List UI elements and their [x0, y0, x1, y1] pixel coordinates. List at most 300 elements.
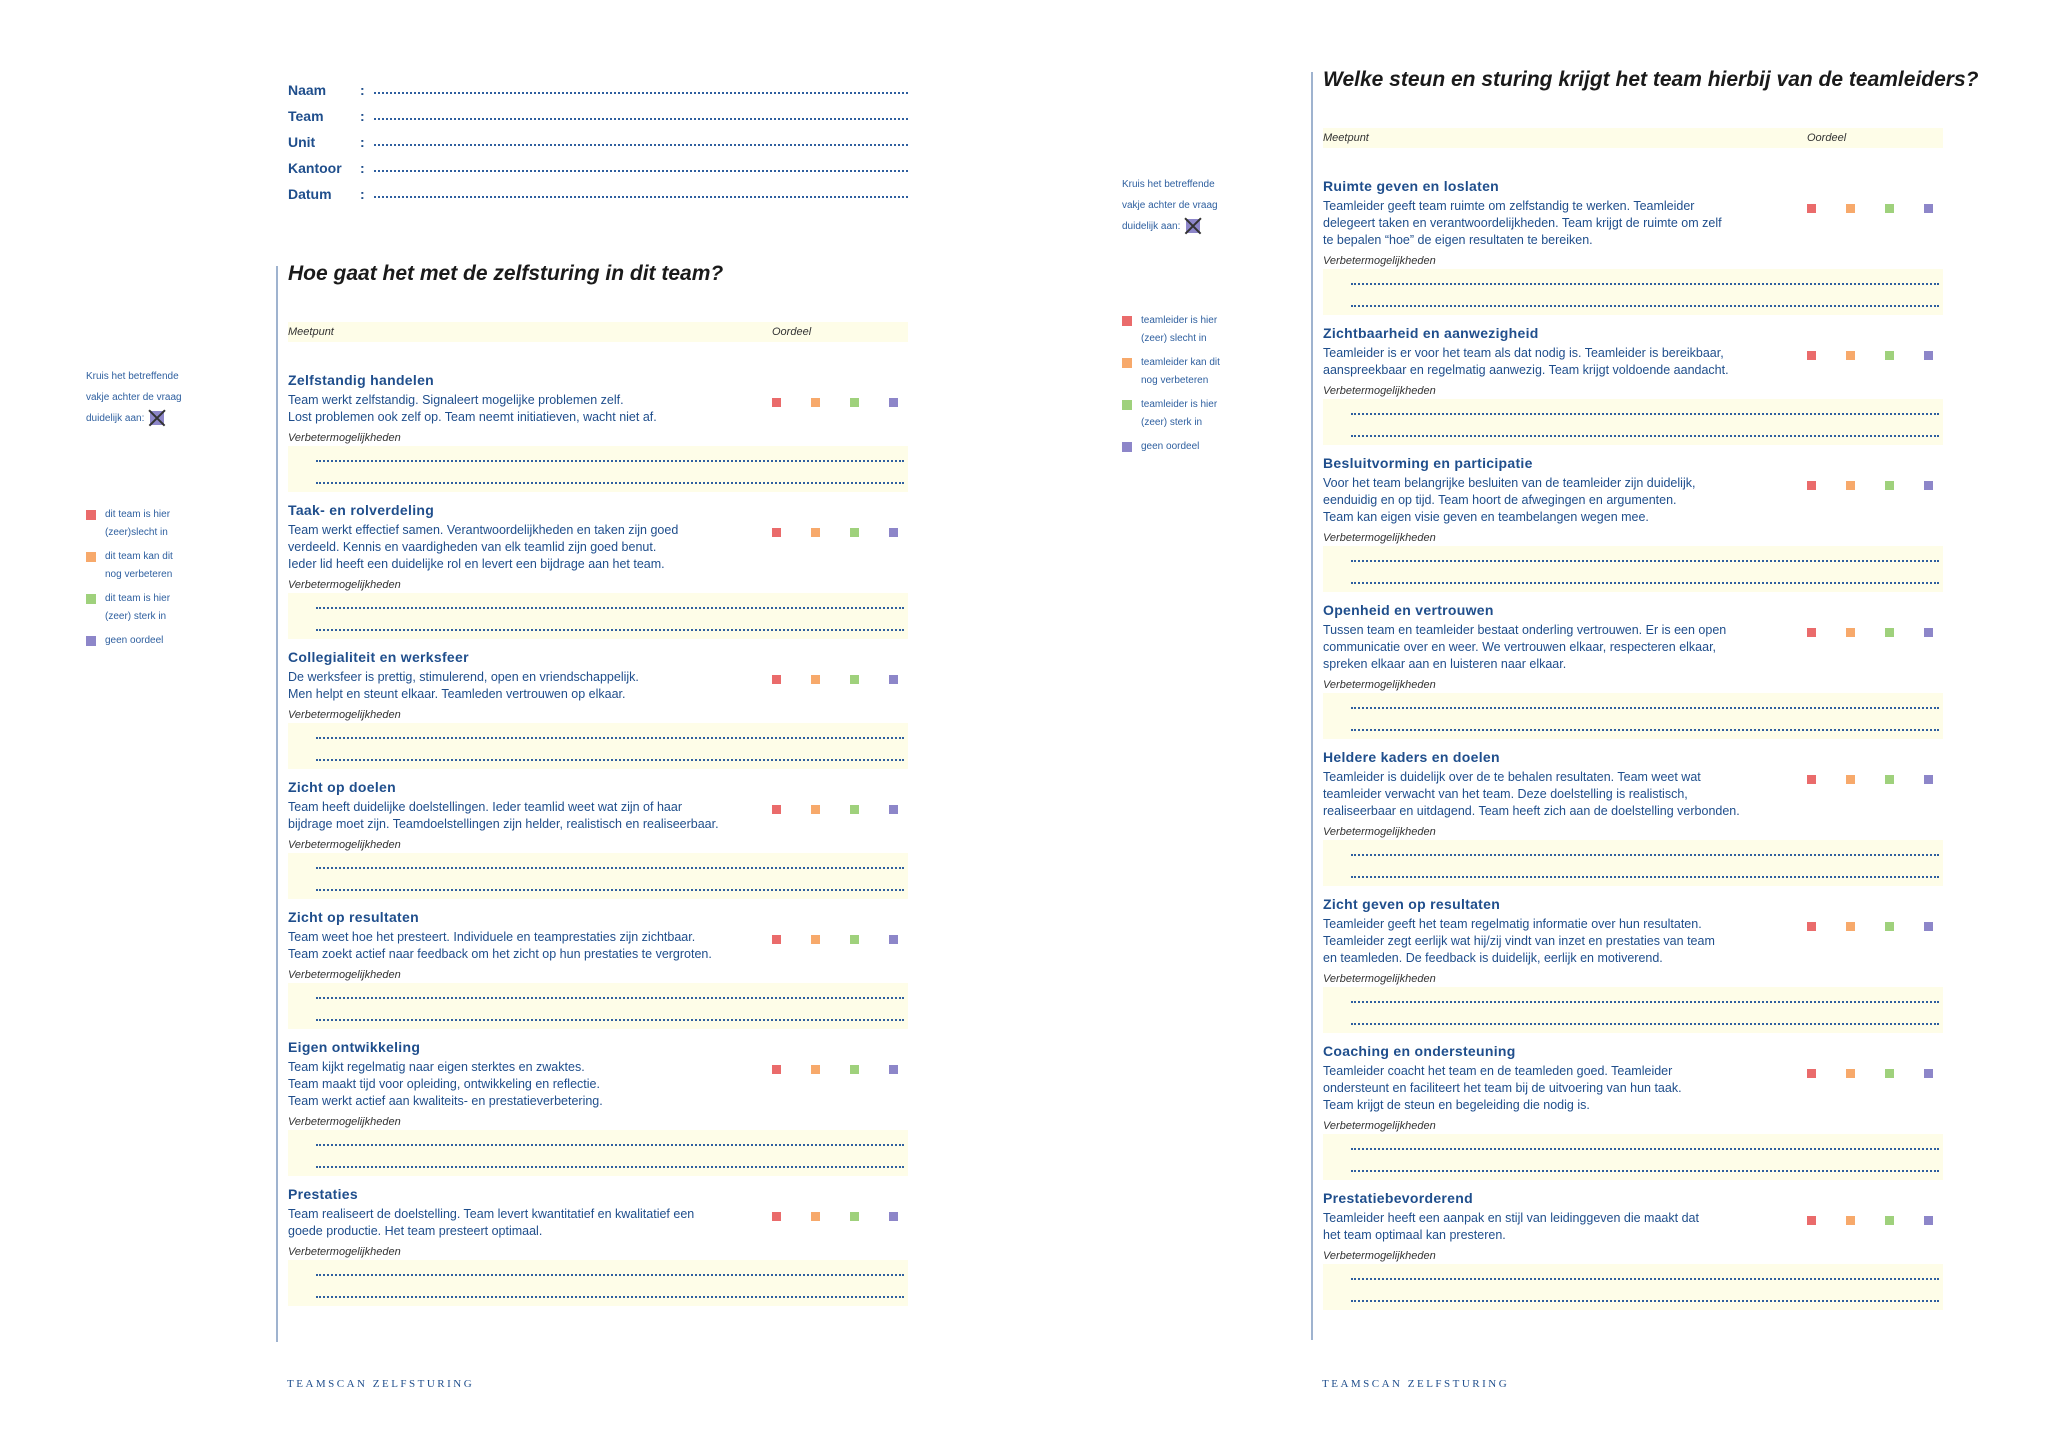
header-fields	[288, 72, 908, 202]
right-footer: TEAMSCAN ZELFSTURING	[1322, 1378, 1510, 1390]
description-line: communicatie over en weer. We vertrouwen elkaar, respecteren elkaar,	[1323, 640, 1717, 654]
left-margin-line	[276, 266, 278, 1342]
dotted-line	[1351, 1148, 1939, 1150]
verbetermogelijkheden-label: Verbetermogelijkheden	[288, 709, 401, 721]
legend-square-icon	[1122, 358, 1132, 368]
rating-improve-checkbox[interactable]	[811, 1065, 820, 1074]
rating-bad-checkbox[interactable]	[1807, 1069, 1816, 1078]
field-colon: :	[360, 82, 365, 98]
rating-good-checkbox[interactable]	[1885, 481, 1894, 490]
left-item	[288, 372, 908, 492]
field-row-datum	[288, 176, 908, 202]
description-line: Teamleider geeft team ruimte om zelfstandig te werken. Teamleider	[1323, 199, 1695, 213]
left-hint-line	[86, 387, 206, 408]
dotted-line	[316, 737, 904, 739]
description-line: het team optimaal kan presteren.	[1323, 1228, 1506, 1242]
rating-none-checkbox[interactable]	[1924, 351, 1933, 360]
legend-line1: teamleider is hier	[1141, 315, 1218, 326]
description-line: Teamleider is duidelijk over de te behalen resultaten. Team weet wat	[1323, 770, 1701, 784]
rating-good-checkbox[interactable]	[850, 1212, 859, 1221]
dotted-line	[316, 1166, 904, 1168]
field-colon: :	[360, 108, 365, 124]
description-line: teamleider verwacht van het team. Deze doelstelling is realistisch,	[1323, 787, 1688, 801]
item-body	[1323, 622, 1943, 673]
rating-options	[772, 392, 908, 426]
dotted-line	[1351, 1278, 1939, 1280]
verbetermogelijkheden-label: Verbetermogelijkheden	[1323, 1120, 1436, 1132]
team-input-line[interactable]	[374, 108, 908, 120]
item-body	[288, 799, 908, 833]
legend-line2: (zeer) sterk in	[1141, 417, 1203, 428]
rating-improve-checkbox[interactable]	[1846, 481, 1855, 490]
legend-line1: geen oordeel	[105, 635, 164, 646]
rating-improve-checkbox[interactable]	[811, 528, 820, 537]
rating-bad-checkbox[interactable]	[772, 675, 781, 684]
rating-bad-checkbox[interactable]	[1807, 351, 1816, 360]
left-hint-line	[86, 366, 206, 387]
description-line: Team zoekt actief naar feedback om het zicht op hun prestaties te vergroten.	[288, 947, 712, 961]
verbetermogelijkheden-label: Verbetermogelijkheden	[288, 432, 401, 444]
left-hint-line	[86, 408, 206, 429]
dotted-line	[1351, 1170, 1939, 1172]
description-line: Teamleider heeft een aanpak en stijl van leidinggeven die maakt dat	[1323, 1211, 1699, 1225]
rating-options	[1807, 1210, 1943, 1244]
rating-none-checkbox[interactable]	[1924, 481, 1933, 490]
right-item	[1323, 1190, 1943, 1310]
dotted-line	[316, 997, 904, 999]
item-body	[1323, 1063, 1943, 1114]
right-legend-item	[1122, 396, 1242, 432]
verbetermogelijkheden-label: Verbetermogelijkheden	[1323, 973, 1436, 985]
description-line: spreken elkaar aan en luisteren naar elkaar.	[1323, 657, 1567, 671]
rating-improve-checkbox[interactable]	[1846, 204, 1855, 213]
dotted-line	[316, 867, 904, 869]
description-line: Lost problemen ook zelf op. Team neemt initiatieven, wacht niet af.	[288, 410, 657, 424]
field-label: Unit	[288, 134, 316, 150]
rating-bad-checkbox[interactable]	[1807, 204, 1816, 213]
rating-good-checkbox[interactable]	[850, 935, 859, 944]
field-label: Team	[288, 108, 324, 124]
field-label: Kantoor	[288, 160, 342, 176]
right-item	[1323, 749, 1943, 886]
verbetermogelijkheden-input[interactable]	[288, 853, 908, 899]
dotted-line	[1351, 283, 1939, 285]
item-title: Taak- en rolverdeling	[288, 502, 435, 518]
verbetermogelijkheden-label: Verbetermogelijkheden	[288, 1246, 401, 1258]
description-line: ondersteunt en faciliteert het team bij de uitvoering van hun taak.	[1323, 1081, 1682, 1095]
dotted-line	[1351, 1300, 1939, 1302]
description-line: verdeeld. Kennis en vaardigheden van elk teamlid zijn goed benut.	[288, 540, 657, 554]
left-legend-item	[86, 632, 206, 650]
crossed-box-icon	[1186, 219, 1200, 233]
rating-good-checkbox[interactable]	[1885, 1069, 1894, 1078]
right-legend-item	[1122, 312, 1242, 348]
item-description	[288, 669, 772, 703]
item-title: Openheid en vertrouwen	[1323, 602, 1494, 618]
rating-improve-checkbox[interactable]	[811, 398, 820, 407]
rating-none-checkbox[interactable]	[1924, 628, 1933, 637]
left-item	[288, 502, 908, 639]
verbetermogelijkheden-label: Verbetermogelijkheden	[288, 969, 401, 981]
rating-bad-checkbox[interactable]	[1807, 922, 1816, 931]
rating-none-checkbox[interactable]	[889, 805, 898, 814]
verbetermogelijkheden-label: Verbetermogelijkheden	[288, 839, 401, 851]
verbetermogelijkheden-input[interactable]	[288, 983, 908, 1029]
legend-text	[105, 548, 173, 584]
rating-good-checkbox[interactable]	[1885, 1216, 1894, 1225]
crossed-box-icon	[150, 411, 164, 425]
item-description	[1323, 1210, 1807, 1244]
verbetermogelijkheden-input[interactable]	[1323, 1134, 1943, 1180]
hint-text: duidelijk aan:	[86, 413, 145, 424]
rating-none-checkbox[interactable]	[889, 1212, 898, 1221]
rating-options	[1807, 769, 1943, 820]
rating-bad-checkbox[interactable]	[772, 1212, 781, 1221]
rating-options	[1807, 1063, 1943, 1114]
right-item	[1323, 896, 1943, 1033]
rating-none-checkbox[interactable]	[889, 528, 898, 537]
rating-options	[772, 1059, 908, 1110]
left-legend-item	[86, 548, 206, 584]
verbetermogelijkheden-label: Verbetermogelijkheden	[1323, 255, 1436, 267]
description-line: Voor het team belangrijke besluiten van de teamleider zijn duidelijk,	[1323, 476, 1696, 490]
verbetermogelijkheden-input[interactable]	[1323, 693, 1943, 739]
right-questionnaire	[1323, 128, 1943, 1310]
verbetermogelijkheden-input[interactable]	[1323, 546, 1943, 592]
rating-improve-checkbox[interactable]	[1846, 922, 1855, 931]
legend-line2: nog verbeteren	[105, 569, 173, 580]
field-colon: :	[360, 186, 365, 202]
rating-improve-checkbox[interactable]	[1846, 351, 1855, 360]
hint-text: vakje achter de vraag	[1122, 200, 1218, 211]
rating-none-checkbox[interactable]	[889, 1065, 898, 1074]
dotted-line	[316, 889, 904, 891]
legend-square-icon	[1122, 316, 1132, 326]
verbetermogelijkheden-input[interactable]	[288, 446, 908, 492]
dotted-line	[1351, 854, 1939, 856]
rating-good-checkbox[interactable]	[1885, 628, 1894, 637]
rating-none-checkbox[interactable]	[889, 398, 898, 407]
item-title: Zicht geven op resultaten	[1323, 896, 1501, 912]
rating-improve-checkbox[interactable]	[811, 935, 820, 944]
item-description	[288, 392, 772, 426]
rating-bad-checkbox[interactable]	[772, 528, 781, 537]
naam-input-line[interactable]	[374, 82, 908, 94]
item-body	[288, 669, 908, 703]
rating-good-checkbox[interactable]	[850, 528, 859, 537]
item-body	[1323, 916, 1943, 967]
hint-text: vakje achter de vraag	[86, 392, 182, 403]
rating-options	[1807, 916, 1943, 967]
rating-improve-checkbox[interactable]	[1846, 1216, 1855, 1225]
description-line: Team kan eigen visie geven en teambelangen wegen mee.	[1323, 510, 1649, 524]
description-line: Tussen team en teamleider bestaat onderling vertrouwen. Er is een open	[1323, 623, 1727, 637]
unit-input-line[interactable]	[374, 134, 908, 146]
datum-input-line[interactable]	[374, 186, 908, 198]
item-description	[1323, 1063, 1807, 1114]
rating-bad-checkbox[interactable]	[1807, 628, 1816, 637]
legend-square-icon	[86, 594, 96, 604]
item-title: Eigen ontwikkeling	[288, 1039, 421, 1055]
item-title: Zichtbaarheid en aanwezigheid	[1323, 325, 1539, 341]
description-line: De werksfeer is prettig, stimulerend, open en vriendschappelijk.	[288, 670, 639, 684]
description-line: Teamleider is er voor het team als dat nodig is. Teamleider is bereikbaar,	[1323, 346, 1724, 360]
right-hint-line	[1122, 174, 1242, 195]
legend-line2: (zeer) sterk in	[105, 611, 167, 622]
item-body	[288, 929, 908, 963]
dotted-line	[316, 1274, 904, 1276]
rating-none-checkbox[interactable]	[1924, 1069, 1933, 1078]
dotted-line	[316, 1144, 904, 1146]
legend-text	[105, 506, 170, 542]
description-line: en teamleden. De feedback is duidelijk, eerlijk en motiverend.	[1323, 951, 1663, 965]
legend-line2: (zeer)slecht in	[105, 527, 168, 538]
legend-text	[1141, 396, 1217, 432]
item-body	[1323, 345, 1943, 379]
description-line: Team werkt actief aan kwaliteits- en prestatieverbetering.	[288, 1094, 603, 1108]
description-line: Team heeft duidelijke doelstellingen. Ieder teamlid weet wat zijn of haar	[288, 800, 682, 814]
right-item	[1323, 178, 1943, 315]
item-body	[1323, 1210, 1943, 1244]
left-legend-hint	[86, 366, 206, 429]
left-item	[288, 649, 908, 769]
item-description	[1323, 916, 1807, 967]
description-line: Team weet hoe het presteert. Individuele en teamprestaties zijn zichtbaar.	[288, 930, 696, 944]
description-line: aanspreekbaar en regelmatig aanwezig. Team krijgt voldoende aandacht.	[1323, 363, 1729, 377]
rating-bad-checkbox[interactable]	[1807, 481, 1816, 490]
item-title: Prestaties	[288, 1186, 358, 1202]
rating-good-checkbox[interactable]	[850, 398, 859, 407]
legend-line1: teamleider is hier	[1141, 399, 1218, 410]
left-legend	[86, 506, 206, 656]
field-colon: :	[360, 160, 365, 176]
legend-line1: teamleider kan dit	[1141, 357, 1220, 368]
legend-line2: (zeer) slecht in	[1141, 333, 1207, 344]
left-questionnaire	[288, 322, 908, 1306]
item-title: Prestatiebevorderend	[1323, 1190, 1473, 1206]
left-column-header	[288, 322, 908, 342]
left-item	[288, 779, 908, 899]
rating-options	[1807, 475, 1943, 526]
item-title: Zicht op doelen	[288, 779, 396, 795]
right-hint-line	[1122, 216, 1242, 237]
verbetermogelijkheden-label: Verbetermogelijkheden	[1323, 679, 1436, 691]
description-line: Team maakt tijd voor opleiding, ontwikkeling en reflectie.	[288, 1077, 600, 1091]
dotted-line	[1351, 729, 1939, 731]
legend-text	[1141, 438, 1199, 456]
dotted-line	[316, 629, 904, 631]
item-title: Heldere kaders en doelen	[1323, 749, 1500, 765]
right-section-title: Welke steun en sturing krijgt het team hierbij van de teamleiders?	[1323, 68, 1979, 91]
field-colon: :	[360, 134, 365, 150]
rating-good-checkbox[interactable]	[850, 675, 859, 684]
legend-square-icon	[86, 552, 96, 562]
verbetermogelijkheden-input[interactable]	[1323, 399, 1943, 445]
description-line: Team werkt zelfstandig. Signaleert mogelijke problemen zelf.	[288, 393, 624, 407]
dotted-line	[316, 759, 904, 761]
legend-text	[105, 632, 163, 650]
rating-none-checkbox[interactable]	[1924, 922, 1933, 931]
verbetermogelijkheden-input[interactable]	[1323, 1264, 1943, 1310]
description-line: Teamleider coacht het team en de teamleden goed. Teamleider	[1323, 1064, 1673, 1078]
item-description	[1323, 198, 1807, 249]
description-line: Men helpt en steunt elkaar. Teamleden vertrouwen op elkaar.	[288, 687, 626, 701]
item-title: Zelfstandig handelen	[288, 372, 435, 388]
right-item	[1323, 602, 1943, 739]
rating-bad-checkbox[interactable]	[772, 935, 781, 944]
verbetermogelijkheden-input[interactable]	[288, 593, 908, 639]
rating-bad-checkbox[interactable]	[772, 805, 781, 814]
item-title: Coaching en ondersteuning	[1323, 1043, 1516, 1059]
left-footer: TEAMSCAN ZELFSTURING	[287, 1378, 475, 1390]
rating-options	[772, 669, 908, 703]
right-legend-item	[1122, 438, 1242, 456]
field-row-kantoor	[288, 150, 908, 176]
rating-improve-checkbox[interactable]	[1846, 1069, 1855, 1078]
item-description	[1323, 622, 1807, 673]
field-row-unit	[288, 124, 908, 150]
rating-bad-checkbox[interactable]	[772, 398, 781, 407]
description-line: goede productie. Het team presteert optimaal.	[288, 1224, 543, 1238]
legend-line2: nog verbeteren	[1141, 375, 1209, 386]
item-title: Besluitvorming en participatie	[1323, 455, 1533, 471]
dotted-line	[316, 607, 904, 609]
verbetermogelijkheden-input[interactable]	[288, 1260, 908, 1306]
kantoor-input-line[interactable]	[374, 160, 908, 172]
left-section-title: Hoe gaat het met de zelfsturing in dit team?	[288, 262, 724, 285]
verbetermogelijkheden-label: Verbetermogelijkheden	[1323, 385, 1436, 397]
rating-improve-checkbox[interactable]	[811, 675, 820, 684]
item-description	[1323, 345, 1807, 379]
legend-text	[1141, 312, 1217, 348]
legend-line1: dit team kan dit	[105, 551, 173, 562]
item-title: Zicht op resultaten	[288, 909, 419, 925]
rating-good-checkbox[interactable]	[1885, 351, 1894, 360]
verbetermogelijkheden-input[interactable]	[288, 723, 908, 769]
rating-options	[1807, 622, 1943, 673]
dotted-line	[1351, 435, 1939, 437]
item-description	[1323, 475, 1807, 526]
oordeel-header: Oordeel	[1807, 132, 1847, 144]
description-line: realiseerbaar en uitdagend. Team heeft zich aan de doelstelling verbonden.	[1323, 804, 1740, 818]
verbetermogelijkheden-input[interactable]	[1323, 987, 1943, 1033]
description-line: Team realiseert de doelstelling. Team levert kwantitatief en kwalitatief een	[288, 1207, 695, 1221]
right-item	[1323, 325, 1943, 445]
legend-line1: dit team is hier	[105, 593, 171, 604]
rating-options	[772, 1206, 908, 1240]
legend-line1: dit team is hier	[105, 509, 171, 520]
rating-good-checkbox[interactable]	[850, 1065, 859, 1074]
item-description	[288, 799, 772, 833]
hint-text: Kruis het betreffende	[86, 371, 179, 382]
rating-good-checkbox[interactable]	[1885, 775, 1894, 784]
dotted-line	[316, 460, 904, 462]
verbetermogelijkheden-input[interactable]	[1323, 840, 1943, 886]
dotted-line	[316, 1019, 904, 1021]
dotted-line	[1351, 413, 1939, 415]
item-description	[288, 522, 772, 573]
legend-line1: geen oordeel	[1141, 441, 1200, 452]
rating-good-checkbox[interactable]	[1885, 204, 1894, 213]
right-column-header	[1323, 128, 1943, 148]
dotted-line	[1351, 305, 1939, 307]
description-line: Teamleider geeft het team regelmatig informatie over hun resultaten.	[1323, 917, 1702, 931]
dotted-line	[1351, 1001, 1939, 1003]
rating-none-checkbox[interactable]	[1924, 1216, 1933, 1225]
item-description	[288, 929, 772, 963]
item-title: Collegialiteit en werksfeer	[288, 649, 469, 665]
description-line: eenduidig en op tijd. Team hoort de afwegingen en argumenten.	[1323, 493, 1677, 507]
rating-bad-checkbox[interactable]	[1807, 1216, 1816, 1225]
left-legend-item	[86, 506, 206, 542]
right-legend	[1122, 312, 1242, 462]
field-row-team	[288, 98, 908, 124]
verbetermogelijkheden-input[interactable]	[1323, 269, 1943, 315]
rating-none-checkbox[interactable]	[1924, 775, 1933, 784]
rating-good-checkbox[interactable]	[1885, 922, 1894, 931]
right-item	[1323, 455, 1943, 592]
description-line: Ieder lid heeft een duidelijke rol en levert een bijdrage aan het team.	[288, 557, 665, 571]
field-label: Datum	[288, 186, 332, 202]
description-line: delegeert taken en verantwoordelijkheden. Team krijgt de ruimte om zelf	[1323, 216, 1722, 230]
right-item	[1323, 1043, 1943, 1180]
verbetermogelijkheden-label: Verbetermogelijkheden	[1323, 826, 1436, 838]
oordeel-header: Oordeel	[772, 326, 812, 338]
meetpunt-header: Meetpunt	[1323, 132, 1369, 144]
right-hint-line	[1122, 195, 1242, 216]
rating-none-checkbox[interactable]	[1924, 204, 1933, 213]
description-line: Team krijgt de steun en begeleiding die nodig is.	[1323, 1098, 1590, 1112]
hint-text: duidelijk aan:	[1122, 221, 1181, 232]
rating-good-checkbox[interactable]	[850, 805, 859, 814]
rating-options	[1807, 198, 1943, 249]
left-legend-item	[86, 590, 206, 626]
rating-options	[772, 799, 908, 833]
rating-improve-checkbox[interactable]	[811, 1212, 820, 1221]
dotted-line	[1351, 560, 1939, 562]
rating-bad-checkbox[interactable]	[1807, 775, 1816, 784]
legend-square-icon	[1122, 442, 1132, 452]
rating-options	[772, 929, 908, 963]
verbetermogelijkheden-input[interactable]	[288, 1130, 908, 1176]
rating-none-checkbox[interactable]	[889, 935, 898, 944]
rating-improve-checkbox[interactable]	[1846, 628, 1855, 637]
item-body	[288, 392, 908, 426]
dotted-line	[1351, 1023, 1939, 1025]
verbetermogelijkheden-label: Verbetermogelijkheden	[288, 579, 401, 591]
left-item	[288, 909, 908, 1029]
rating-bad-checkbox[interactable]	[772, 1065, 781, 1074]
item-title: Ruimte geven en loslaten	[1323, 178, 1500, 194]
item-description	[288, 1206, 772, 1240]
legend-square-icon	[86, 636, 96, 646]
item-description	[288, 1059, 772, 1110]
item-body	[288, 1059, 908, 1110]
field-label: Naam	[288, 82, 327, 98]
item-body	[288, 1206, 908, 1240]
dotted-line	[1351, 876, 1939, 878]
hint-text: Kruis het betreffende	[1122, 179, 1215, 190]
rating-none-checkbox[interactable]	[889, 675, 898, 684]
rating-improve-checkbox[interactable]	[811, 805, 820, 814]
verbetermogelijkheden-label: Verbetermogelijkheden	[288, 1116, 401, 1128]
rating-improve-checkbox[interactable]	[1846, 775, 1855, 784]
item-body	[1323, 475, 1943, 526]
legend-square-icon	[86, 510, 96, 520]
item-body	[1323, 198, 1943, 249]
verbetermogelijkheden-label: Verbetermogelijkheden	[1323, 532, 1436, 544]
item-body	[1323, 769, 1943, 820]
